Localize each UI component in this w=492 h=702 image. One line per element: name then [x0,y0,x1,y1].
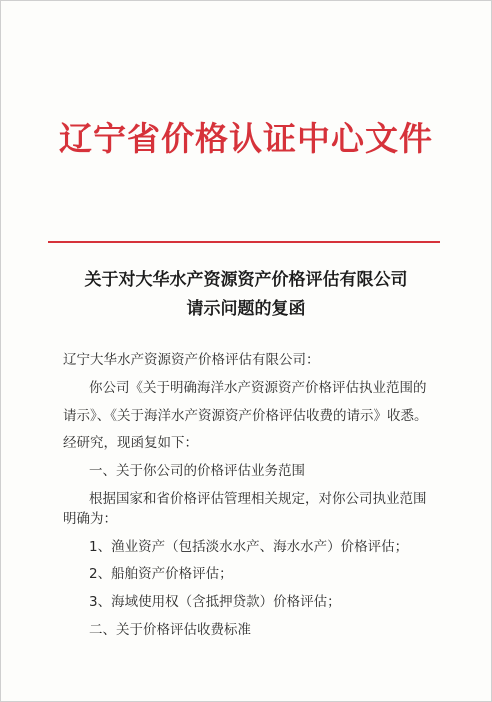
list-item: 3、海域使用权（含抵押贷款）价格评估； [89,594,341,610]
body-line: 明确为： [63,511,117,527]
red-divider [48,241,440,243]
issuer-header: 辽宁省价格认证中心文件 [59,119,433,158]
body-line: 经研究，现函复如下： [63,435,198,451]
section-heading: 二、关于价格评估收费标准 [89,622,251,638]
body-line: 你公司《关于明确海洋水产资源资产价格评估执业范围的 [89,380,427,396]
document-title-line-1: 关于对大华水产资源资产价格评估有限公司 [84,270,408,290]
body-line: 请示》、《关于海洋水产资源资产价格评估收费的请示》收悉。 [63,408,428,424]
section-heading: 一、关于你公司的价格评估业务范围 [89,463,305,479]
body-line: 根据国家和省价格评估管理相关规定，对你公司执业范围 [89,491,427,507]
list-item: 2、船舶资产价格评估； [89,566,233,582]
document-title-line-2: 请示问题的复函 [186,299,306,319]
list-item: 1、渔业资产（包括淡水水产、海水水产）价格评估； [89,539,409,555]
salutation: 辽宁大华水产资源资产价格评估有限公司： [63,352,320,368]
